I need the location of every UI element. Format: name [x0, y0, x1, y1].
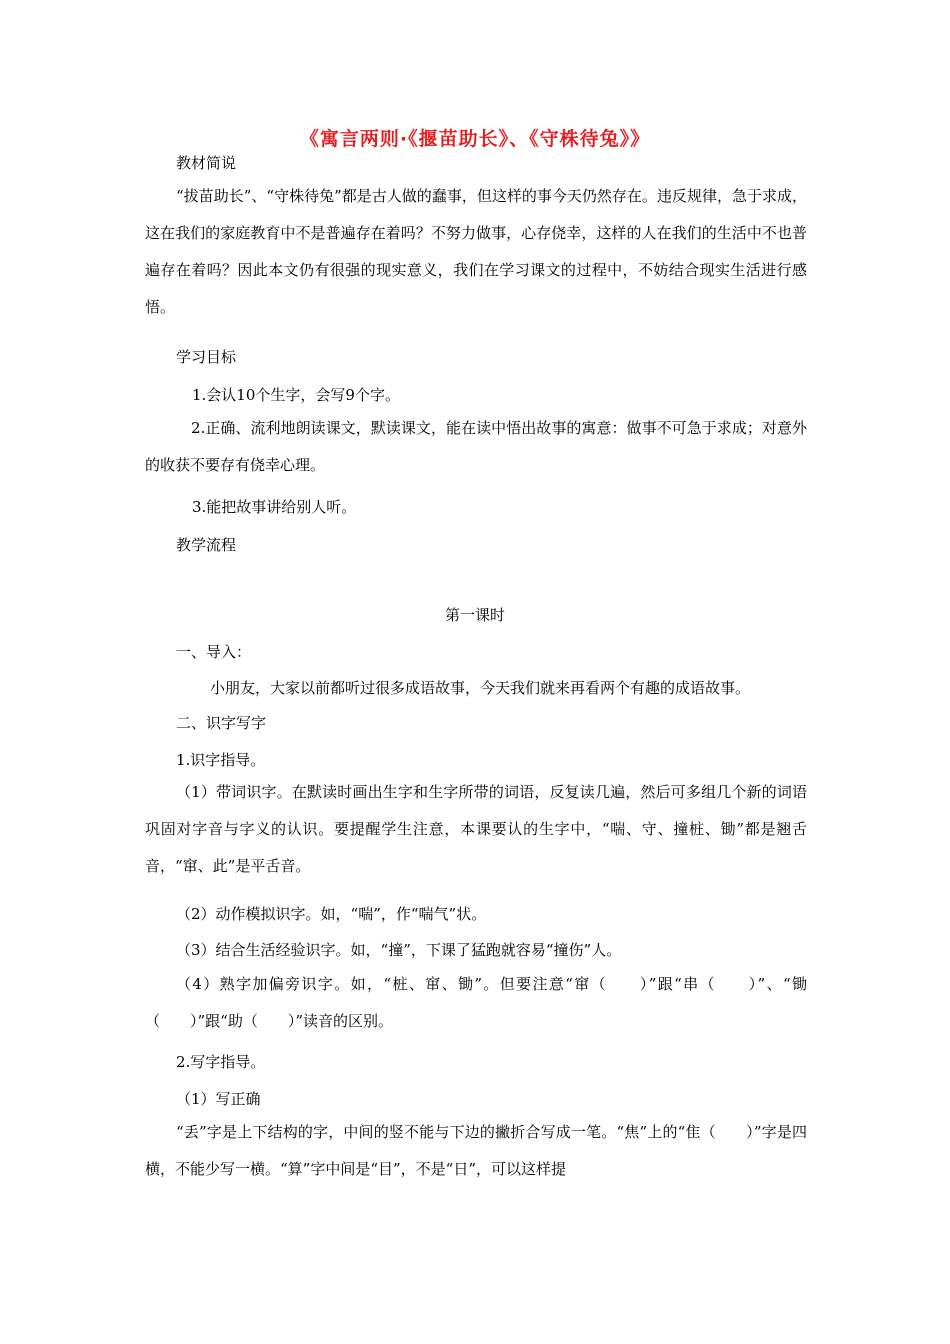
- sub2-item1: （1）写正确: [176, 1090, 261, 1108]
- part1-text: 小朋友，大家以前都听过很多成语故事，今天我们就来再看两个有趣的成语故事。: [210, 679, 751, 697]
- sub1-item3: （3）结合生活经验识字。如，“撞”，下课了猛跑就容易“撞伤”人。: [176, 941, 622, 959]
- intro-paragraph: [145, 178, 807, 326]
- sub1-item4: （4）熟字加偏旁识字。如，“桩、窜、锄”。但要注意“窜（ ）”跟“串（ ）”、“锄（ ）”跟“助（ ）”读音的区别。: [145, 975, 807, 1030]
- sub1-heading: 1.识字指导。: [176, 751, 266, 769]
- sub1-item1-paragraph: [145, 774, 807, 885]
- goal-1: 1.会认10个生字，会写9个字。: [192, 386, 400, 404]
- document-title: 《寓言两则·《揠苗助长》、《守株待兔》》: [299, 128, 651, 150]
- sub2-heading: 2.写字指导。: [176, 1053, 266, 1071]
- sub2-paragraph: [145, 1114, 807, 1188]
- part1-heading: 一、导入：: [176, 643, 252, 661]
- goals-heading: 学习目标: [176, 348, 237, 366]
- lesson-title: 第一课时: [444, 606, 505, 624]
- intro-text: “拔苗助长”、“守株待兔”都是古人做的蠢事，但这样的事今天仍然存在。违反规律，急于求成，这在我们的家庭教育中不是普遍存在着吗？不努力做事，心存侥幸，这样的人在我们的生活中不也普遍存在着吗？因此本文仍有很强的现实意义，我们在学习课文的过程中，不妨结合现实生活进行感悟。: [145, 187, 807, 316]
- flow-heading: 教学流程: [176, 536, 237, 554]
- intro-heading: 教材简说: [176, 154, 237, 172]
- sub1-item2: （2）动作模拟识字。如，“喘”，作“喘气”状。: [176, 905, 487, 923]
- sub1-item1: （1）带词识字。在默读时画出生字和生字所带的词语，反复读几遍，然后可多组几个新的词语巩固对字音与字义的认识。要提醒学生注意，本课要认的生字中，“喘、守、撞桩、锄”都是翘舌音，“窜、此”是平舌音。: [145, 783, 807, 875]
- part2-heading: 二、识字写字: [176, 714, 267, 732]
- sub1-item4-paragraph: [145, 966, 807, 1040]
- sub2-text: “丢”字是上下结构的字，中间的竖不能与下边的撇折合写成一笔。“焦”上的“隹（ ）”字是四横，不能少写一横。“算”字中间是“目”，不是“日”，可以这样提: [145, 1123, 807, 1178]
- goal-2-paragraph: [145, 410, 807, 484]
- goal-2: 2.正确、流利地朗读课文，默读课文，能在读中悟出故事的寓意：做事不可急于求成；对意外的收获不要存有侥幸心理。: [145, 419, 807, 474]
- goal-3: 3.能把故事讲给别人听。: [192, 498, 357, 516]
